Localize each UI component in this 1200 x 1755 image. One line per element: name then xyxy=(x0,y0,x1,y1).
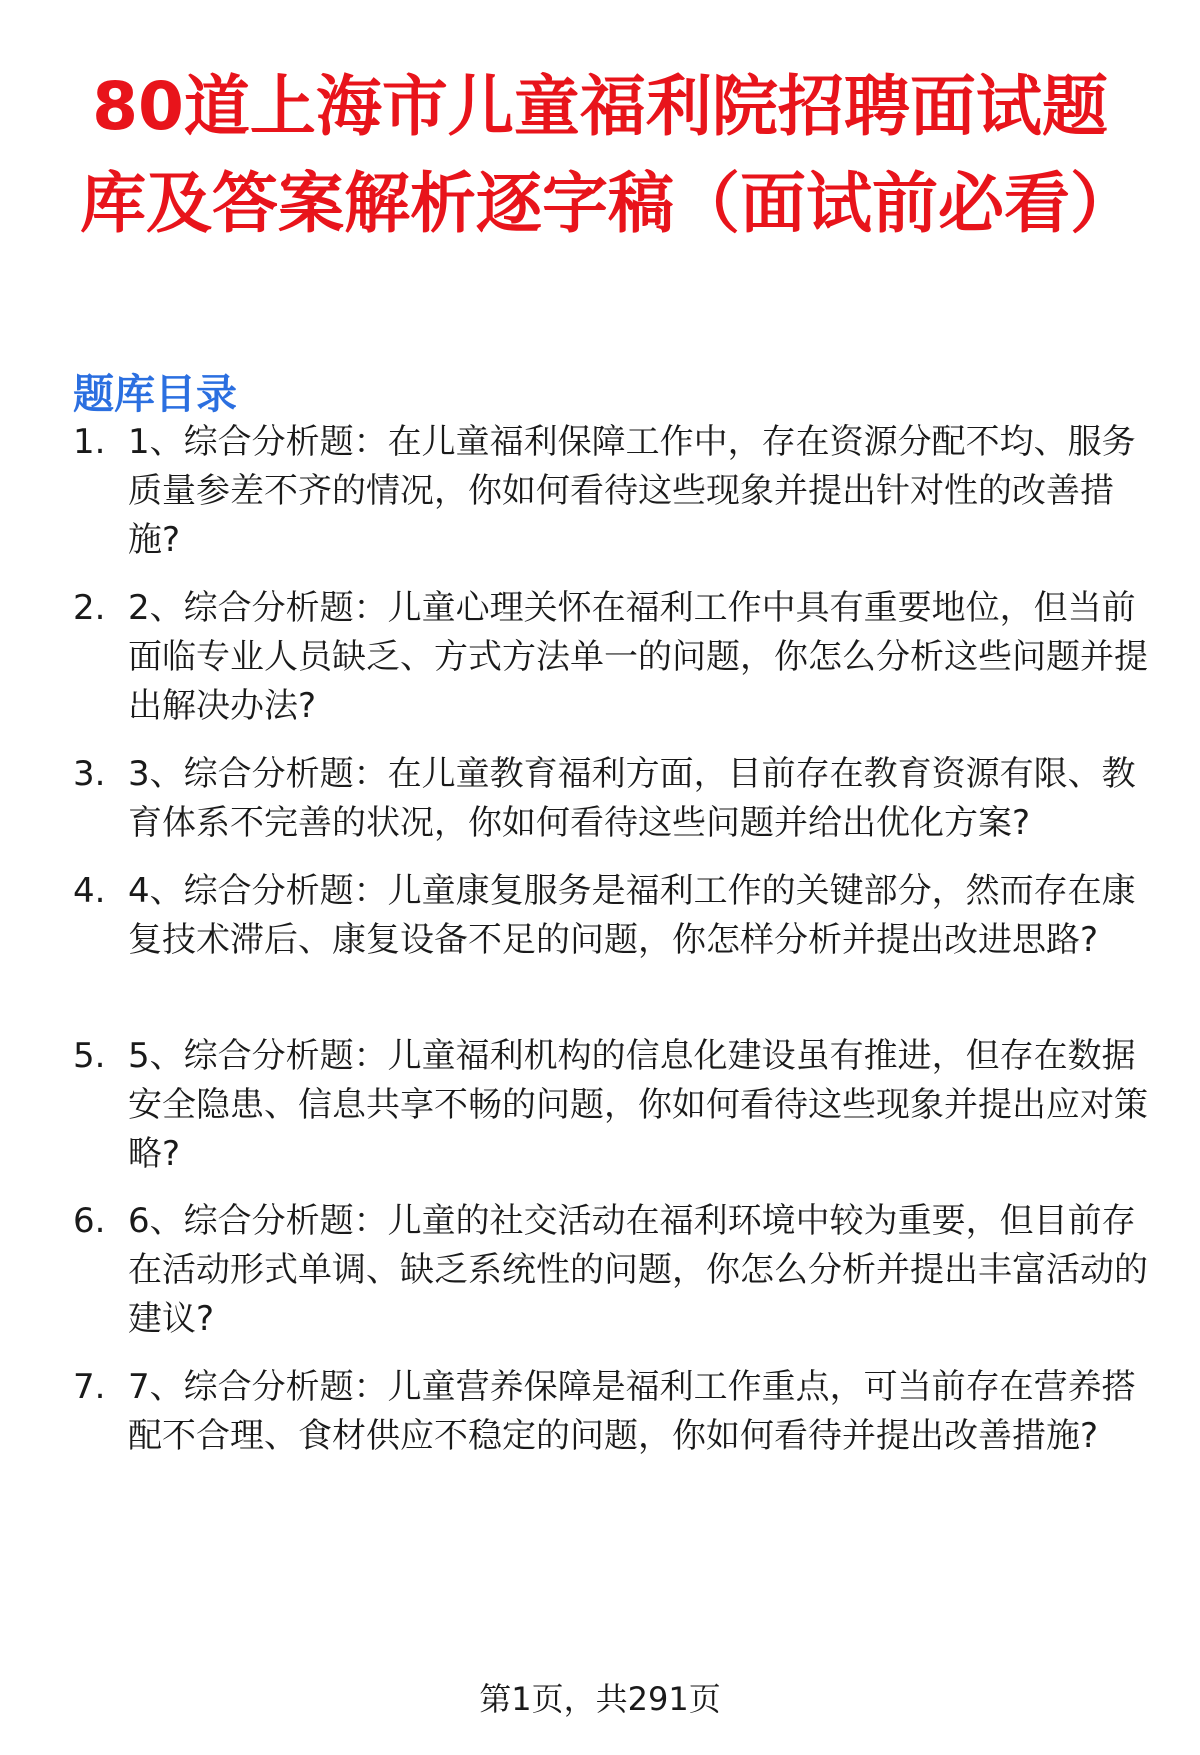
question-number: 2. xyxy=(73,588,106,628)
page-footer: 第1页，共291页 xyxy=(479,1680,721,1718)
question-number: 3. xyxy=(73,754,106,794)
question-text: 7、综合分析题：儿童营养保障是福利工作重点，可当前存在营养搭配不合理、食材供应不稳定的问题，你如何看待并提出改善措施? xyxy=(128,1367,1136,1456)
page-title: 80道上海市儿童福利院招聘面试题库及答案解析逐字稿（面试前必看） xyxy=(80,68,1136,242)
question-text: 4、综合分析题：儿童康复服务是福利工作的关键部分，然而存在康复技术滞后、康复设备不足的问题，你怎样分析并提出改进思路? xyxy=(128,871,1136,960)
question-number: 4. xyxy=(73,871,106,911)
question-text: 5、综合分析题：儿童福利机构的信息化建设虽有推进，但存在数据安全隐患、信息共享不畅的问题，你如何看待这些现象并提出应对策略? xyxy=(128,1036,1148,1174)
toc-heading: 题库目录 xyxy=(73,370,237,418)
question-number: 5. xyxy=(73,1036,106,1076)
question-text: 1、综合分析题：在儿童福利保障工作中，存在资源分配不均、服务质量参差不齐的情况，你如何看待这些现象并提出针对性的改善措施? xyxy=(128,422,1136,560)
question-text: 6、综合分析题：儿童的社交活动在福利环境中较为重要，但目前存在活动形式单调、缺乏系统性的问题，你怎么分析并提出丰富活动的建议? xyxy=(128,1201,1148,1339)
question-number: 1. xyxy=(73,422,106,462)
question-text: 3、综合分析题：在儿童教育福利方面，目前存在教育资源有限、教育体系不完善的状况，你如何看待这些问题并给出优化方案? xyxy=(128,754,1136,843)
question-text: 2、综合分析题：儿童心理关怀在福利工作中具有重要地位，但当前面临专业人员缺乏、方式方法单一的问题，你怎么分析这些问题并提出解决办法? xyxy=(128,588,1148,726)
question-number: 7. xyxy=(73,1367,106,1407)
question-number: 6. xyxy=(73,1201,106,1241)
